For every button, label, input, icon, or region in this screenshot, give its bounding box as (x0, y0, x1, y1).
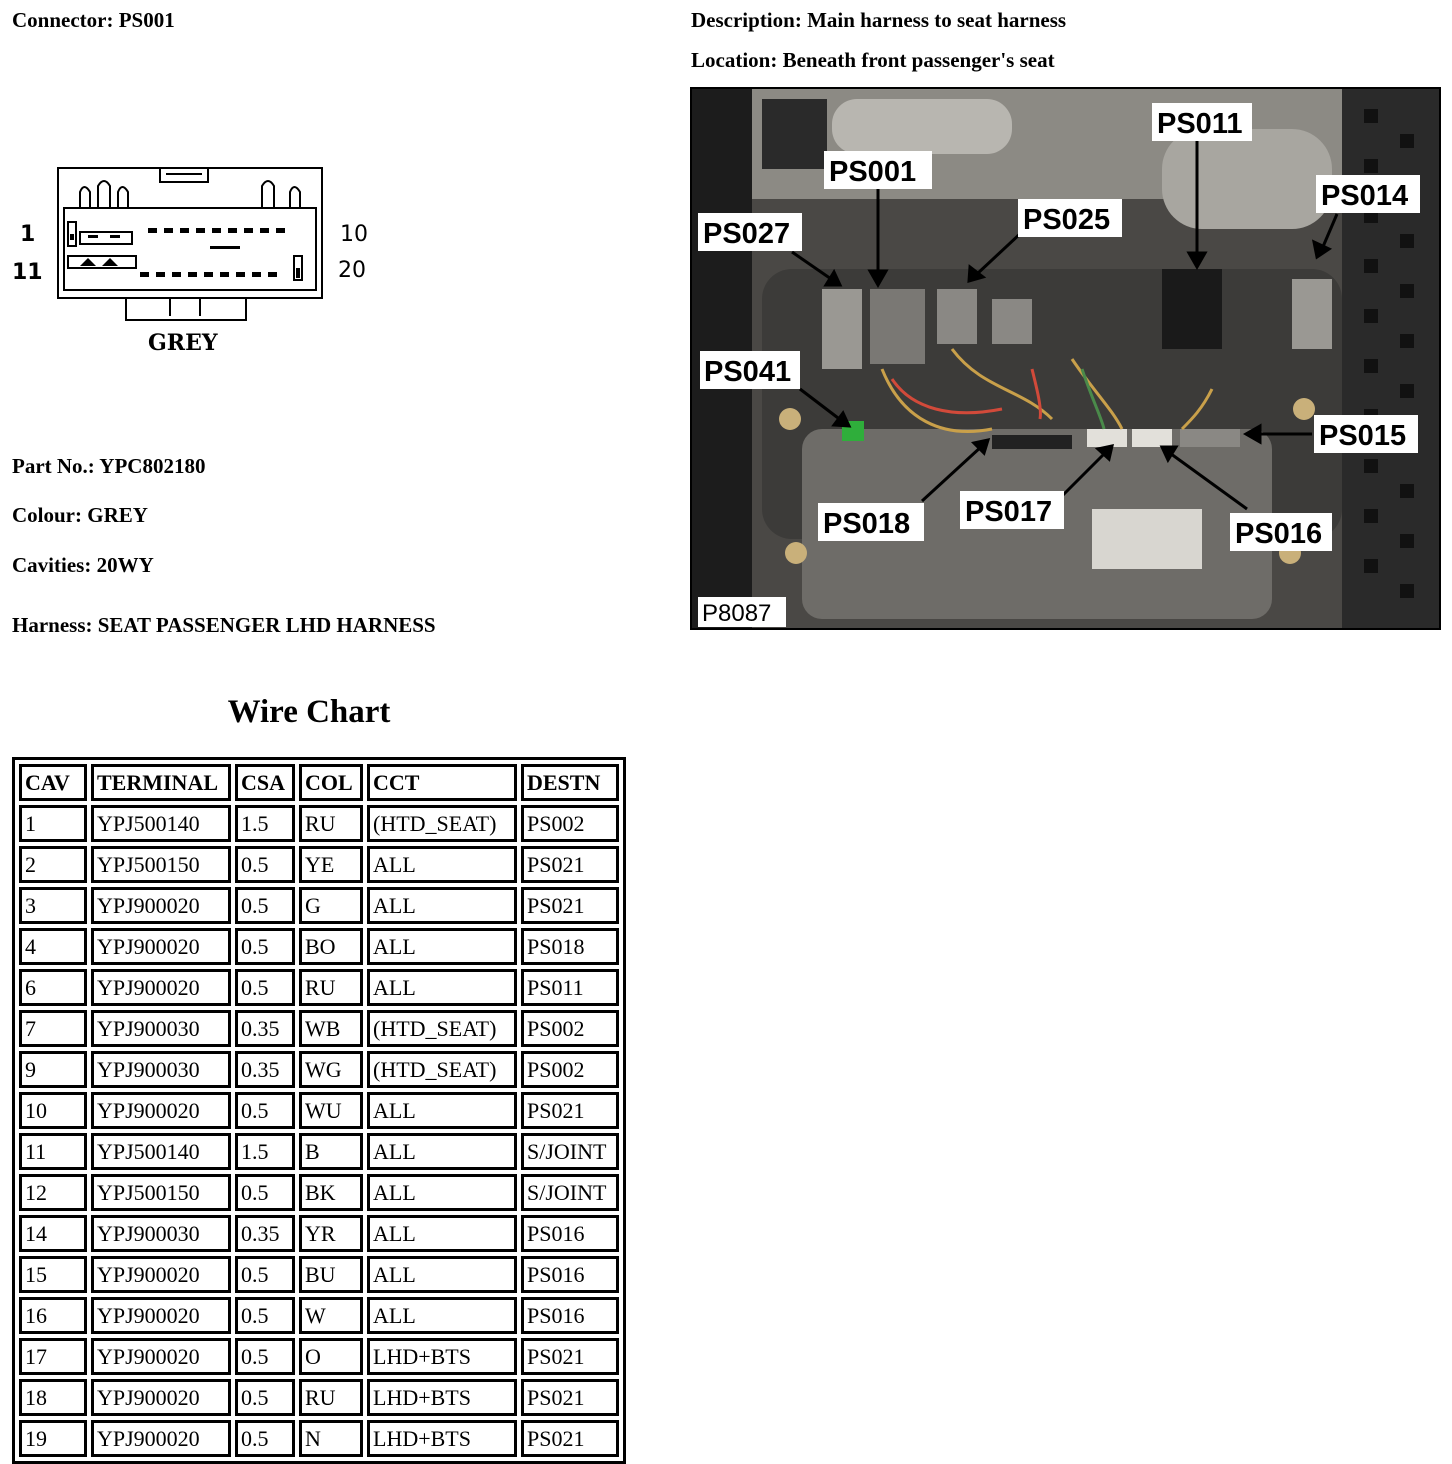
cell-cct: (HTD_SEAT) (367, 1051, 517, 1088)
wire-chart-table (12, 757, 626, 1464)
description-label: Description: (691, 8, 802, 32)
cell-csa: 0.5 (235, 1092, 295, 1129)
cell-terminal: YPJ900020 (91, 1338, 231, 1375)
cell-terminal: YPJ900030 (91, 1051, 231, 1088)
cell-destn: S/JOINT (521, 1133, 619, 1170)
table-row (19, 1010, 619, 1047)
cell-destn: PS016 (521, 1256, 619, 1293)
table-row (19, 1215, 619, 1252)
cell-cav: 2 (19, 846, 87, 883)
location-value: Beneath front passenger's seat (782, 48, 1055, 72)
cavities-label: Cavities: (12, 553, 92, 577)
cell-col: B (299, 1133, 363, 1170)
cell-csa: 0.5 (235, 846, 295, 883)
cell-terminal: YPJ900020 (91, 928, 231, 965)
part-no-label: Part No.: (12, 454, 95, 478)
cell-col: O (299, 1338, 363, 1375)
cell-destn: S/JOINT (521, 1174, 619, 1211)
cell-csa: 1.5 (235, 805, 295, 842)
cell-col: RU (299, 1379, 363, 1416)
cell-cav: 9 (19, 1051, 87, 1088)
table-row (19, 846, 619, 883)
cell-col: G (299, 887, 363, 924)
cell-cav: 4 (19, 928, 87, 965)
cell-terminal: YPJ900020 (91, 887, 231, 924)
cell-cct: ALL (367, 887, 517, 924)
location-line (691, 48, 1055, 73)
harness-value: SEAT PASSENGER LHD HARNESS (97, 613, 436, 637)
cell-cct: LHD+BTS (367, 1420, 517, 1457)
cell-csa: 1.5 (235, 1133, 295, 1170)
cell-terminal: YPJ500140 (91, 1133, 231, 1170)
cell-cct: LHD+BTS (367, 1379, 517, 1416)
cell-terminal: YPJ900030 (91, 1215, 231, 1252)
cell-destn: PS016 (521, 1215, 619, 1252)
cell-csa: 0.5 (235, 1174, 295, 1211)
cell-terminal: YPJ500150 (91, 846, 231, 883)
wire-chart-body (19, 805, 619, 1457)
callout-ps041: PS041 (704, 356, 792, 388)
cell-cav: 18 (19, 1379, 87, 1416)
cell-col: YR (299, 1215, 363, 1252)
callout-ps018: PS018 (823, 508, 911, 540)
callout-ps017: PS017 (965, 496, 1053, 528)
cell-col: RU (299, 805, 363, 842)
cell-csa: 0.5 (235, 1256, 295, 1293)
table-row (19, 1297, 619, 1334)
cell-col: RU (299, 969, 363, 1006)
col-header-cct: CCT (367, 764, 517, 801)
cell-csa: 0.35 (235, 1215, 295, 1252)
wire-chart-title: Wire Chart (227, 694, 391, 730)
cell-col: W (299, 1297, 363, 1334)
location-photo (690, 87, 1441, 630)
cell-cct: ALL (367, 1133, 517, 1170)
cell-cav: 15 (19, 1256, 87, 1293)
cell-terminal: YPJ900020 (91, 1297, 231, 1334)
cell-cct: ALL (367, 928, 517, 965)
col-header-col: COL (299, 764, 363, 801)
cell-terminal: YPJ900020 (91, 1256, 231, 1293)
callout-ps015: PS015 (1319, 420, 1407, 452)
cell-cct: ALL (367, 1297, 517, 1334)
cell-cct: ALL (367, 1174, 517, 1211)
table-row (19, 1420, 619, 1457)
table-row (19, 887, 619, 924)
colour-value: GREY (87, 503, 148, 527)
cell-csa: 0.5 (235, 1297, 295, 1334)
table-row (19, 805, 619, 842)
cell-csa: 0.35 (235, 1051, 295, 1088)
cell-destn: PS021 (521, 1379, 619, 1416)
cell-csa: 0.5 (235, 1338, 295, 1375)
col-header-terminal: TERMINAL (91, 764, 231, 801)
cell-csa: 0.5 (235, 887, 295, 924)
cell-cct: ALL (367, 1215, 517, 1252)
cell-cav: 19 (19, 1420, 87, 1457)
cell-col: BK (299, 1174, 363, 1211)
cell-destn: PS011 (521, 969, 619, 1006)
cell-csa: 0.5 (235, 1420, 295, 1457)
cell-cav: 1 (19, 805, 87, 842)
colour-label: Colour: (12, 503, 82, 527)
cell-cct: LHD+BTS (367, 1338, 517, 1375)
cell-cav: 17 (19, 1338, 87, 1375)
connector-colour-caption: GREY (148, 330, 218, 356)
cell-csa: 0.5 (235, 1379, 295, 1416)
col-header-cav: CAV (19, 764, 87, 801)
cell-cct: ALL (367, 1256, 517, 1293)
cell-destn: PS018 (521, 928, 619, 965)
cell-csa: 0.5 (235, 969, 295, 1006)
callout-ps016: PS016 (1235, 518, 1323, 550)
description-value: Main harness to seat harness (807, 8, 1067, 32)
table-row (19, 1338, 619, 1375)
cavities-value: 20WY (96, 553, 154, 577)
description-line (691, 8, 1066, 33)
cell-col: WG (299, 1051, 363, 1088)
callout-ps011: PS011 (1157, 108, 1243, 140)
wire-chart-header-row (19, 764, 619, 801)
callout-ps027: PS027 (703, 218, 791, 250)
harness-label: Harness: (12, 613, 93, 637)
part-no-value: YPC802180 (99, 454, 206, 478)
figure-id: P8087 (702, 600, 772, 627)
cell-destn: PS002 (521, 1051, 619, 1088)
table-row (19, 1256, 619, 1293)
cavities-line (12, 553, 154, 578)
cell-destn: PS021 (521, 1092, 619, 1129)
cell-destn: PS021 (521, 887, 619, 924)
colour-line (12, 503, 148, 528)
callout-ps001: PS001 (829, 156, 917, 188)
cell-destn: PS021 (521, 1338, 619, 1375)
cell-destn: PS002 (521, 1010, 619, 1047)
col-header-destn: DESTN (521, 764, 619, 801)
location-photo-illustration (692, 89, 1441, 630)
callout-ps014: PS014 (1321, 180, 1409, 212)
cell-cct: (HTD_SEAT) (367, 805, 517, 842)
location-label: Location: (691, 48, 778, 72)
table-row (19, 1092, 619, 1129)
cell-terminal: YPJ900020 (91, 969, 231, 1006)
cell-col: BO (299, 928, 363, 965)
pin-10-label: 10 (340, 222, 368, 247)
callout-ps025: PS025 (1023, 204, 1111, 236)
cell-terminal: YPJ900020 (91, 1092, 231, 1129)
cell-col: WU (299, 1092, 363, 1129)
connector-face-icon (50, 160, 330, 330)
connector-label: Connector: (12, 8, 114, 32)
cell-terminal: YPJ900020 (91, 1420, 231, 1457)
table-row (19, 1133, 619, 1170)
cell-cav: 12 (19, 1174, 87, 1211)
cell-col: WB (299, 1010, 363, 1047)
connector-value: PS001 (118, 8, 175, 32)
table-row (19, 969, 619, 1006)
col-header-csa: CSA (235, 764, 295, 801)
cell-col: N (299, 1420, 363, 1457)
cell-destn: PS021 (521, 846, 619, 883)
pin-1-label: 1 (20, 222, 36, 247)
cell-cav: 3 (19, 887, 87, 924)
connector-line (12, 8, 175, 33)
cell-destn: PS016 (521, 1297, 619, 1334)
cell-terminal: YPJ900030 (91, 1010, 231, 1047)
pin-11-label: 11 (12, 260, 43, 285)
cell-csa: 0.35 (235, 1010, 295, 1047)
cell-terminal: YPJ900020 (91, 1379, 231, 1416)
table-row (19, 1051, 619, 1088)
cell-destn: PS021 (521, 1420, 619, 1457)
part-no-line (12, 454, 205, 479)
cell-col: BU (299, 1256, 363, 1293)
cell-destn: PS002 (521, 805, 619, 842)
cell-cav: 14 (19, 1215, 87, 1252)
cell-cct: ALL (367, 846, 517, 883)
cell-cct: (HTD_SEAT) (367, 1010, 517, 1047)
table-row (19, 928, 619, 965)
cell-cct: ALL (367, 1092, 517, 1129)
table-row (19, 1379, 619, 1416)
cell-cav: 7 (19, 1010, 87, 1047)
cell-cav: 11 (19, 1133, 87, 1170)
cell-cct: ALL (367, 969, 517, 1006)
cell-csa: 0.5 (235, 928, 295, 965)
pin-20-label: 20 (338, 258, 366, 283)
cell-terminal: YPJ500150 (91, 1174, 231, 1211)
cell-terminal: YPJ500140 (91, 805, 231, 842)
harness-line (12, 613, 436, 638)
cell-cav: 16 (19, 1297, 87, 1334)
cell-cav: 6 (19, 969, 87, 1006)
table-row (19, 1174, 619, 1211)
cell-col: YE (299, 846, 363, 883)
cell-cav: 10 (19, 1092, 87, 1129)
